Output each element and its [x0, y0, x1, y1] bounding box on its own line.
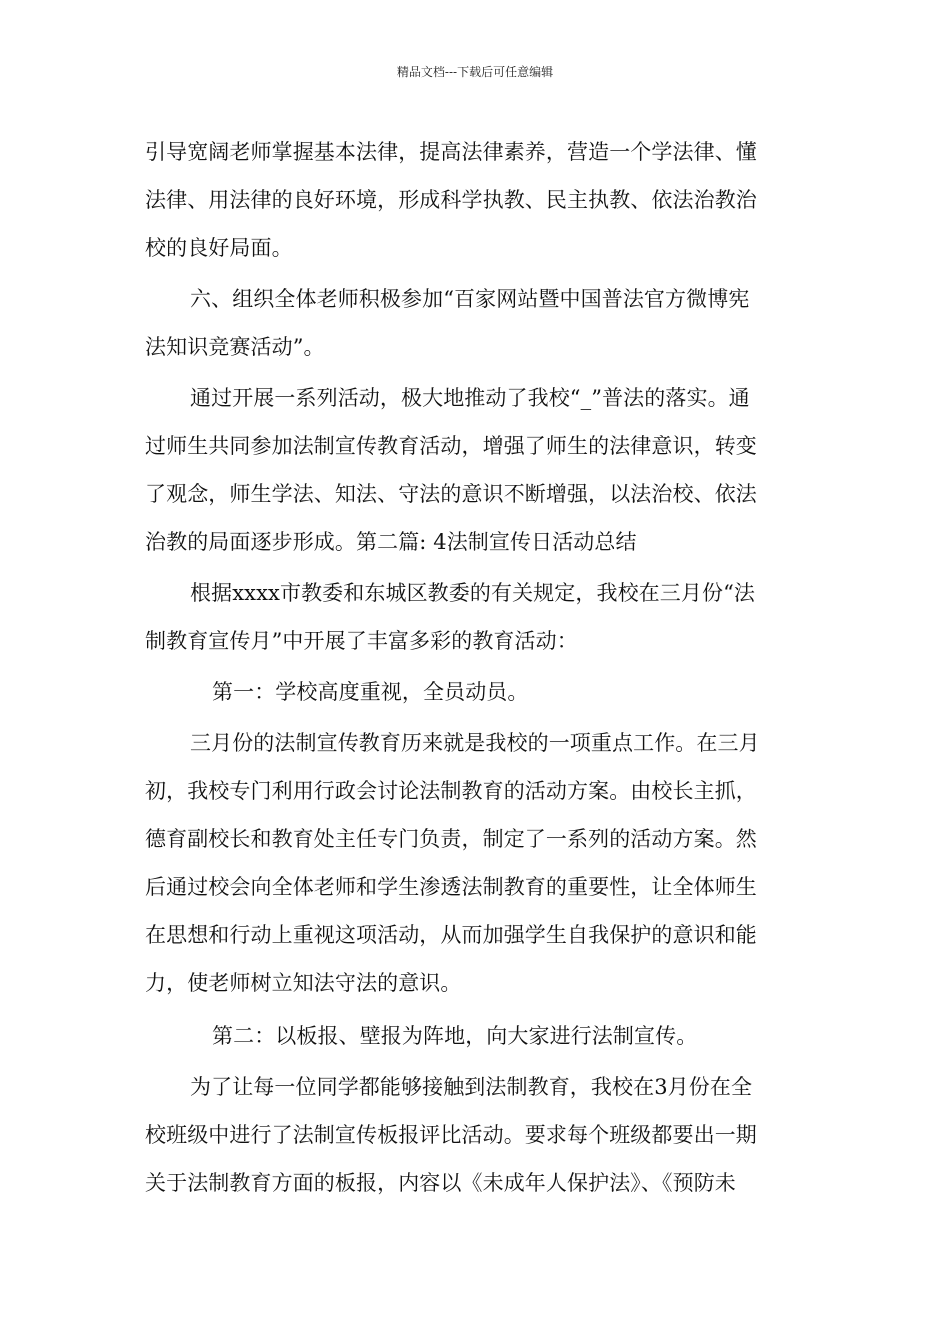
text-line: 通过开展一系列活动，极大地推动了我校“_”普法的落实。通	[190, 386, 750, 410]
text-line: 制教育宣传月”中开展了丰富多彩的教育活动：	[145, 629, 578, 653]
section-heading: 第二：以板报、壁报为阵地，向大家进行法制宣传。	[212, 1024, 698, 1048]
text-line: 校班级中进行了法制宣传板报评比活动。要求每个班级都要出一期	[145, 1123, 757, 1147]
section-heading: 第一：学校高度重视，全员动员。	[212, 680, 529, 704]
text-line: 为了让每一位同学都能够接触到法制教育，我校在3月份在全	[190, 1075, 753, 1099]
text-line: 力，使老师树立知法守法的意识。	[145, 971, 462, 995]
text-line: 初，我校专门利用行政会讨论法制教育的活动方案。由校长主抓，	[145, 779, 757, 803]
text-line: 治教的局面逐步形成。第二篇: 4法制宣传日活动总结	[145, 530, 637, 554]
text-line: 根据xxxx市教委和东城区教委的有关规定，我校在三月份“法	[190, 581, 756, 605]
text-line: 六、组织全体老师积极参加“百家网站暨中国普法官方微博宪	[190, 287, 750, 311]
text-line: 法知识竞赛活动”。	[145, 335, 325, 359]
text-line: 过师生共同参加法制宣传教育活动，增强了师生的法律意识，转变	[145, 434, 757, 458]
text-line: 法律、用法律的良好环境，形成科学执教、民主执教、依法治教治	[145, 188, 757, 212]
text-line: 校的良好局面。	[145, 236, 293, 260]
text-line: 在思想和行动上重视这项活动，从而加强学生自我保护的意识和能	[145, 923, 757, 947]
text-line: 后通过校会向全体老师和学生渗透法制教育的重要性，让全体师生	[145, 875, 757, 899]
page-header: 精品文档---下载后可任意编辑	[396, 65, 554, 79]
text-line: 引导宽阔老师掌握基本法律，提高法律素养，营造一个学法律、懂	[145, 140, 757, 164]
text-line: 关于法制教育方面的板报，内容以《未成年人保护法》、《预防未	[145, 1171, 736, 1195]
document-body	[145, 128, 810, 1207]
text-line: 了观念，师生学法、知法、守法的意识不断增强，以法治校、依法	[145, 482, 757, 506]
text-line: 德育副校长和教育处主任专门负责，制定了一系列的活动方案。然	[145, 827, 757, 851]
text-line: 三月份的法制宣传教育历来就是我校的一项重点工作。在三月	[190, 731, 760, 755]
